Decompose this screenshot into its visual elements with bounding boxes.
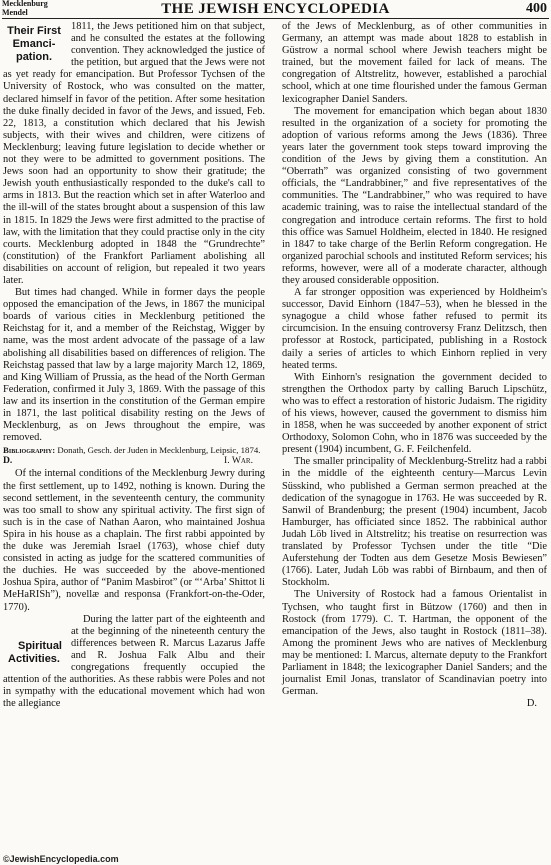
paragraph [3, 614, 265, 711]
running-head-line-1: Mecklenburg [2, 0, 48, 8]
left-column [3, 21, 265, 710]
sidenote-line: Their First [7, 25, 61, 37]
paragraph: The smaller principality of Mecklenburg-Strelitz had a rabbi in the middle of the eighteenth century—Marcus Levin Süsskind, who published a German sermon preached at the dedication of the synagogue in 1763. He was succeeded by R. Sanwil of Brandenburg; the present (1904) incumbent, Jacob Hamburger, has officiated since 1852. The rabbinical author Judah Löb lived in Altstrelitz; his treatise on resurrection was translated by Professor Tychsen under the title “Die Auferstehung der Todten aus dem Gesetze Mosis Bewiesen” (1766). Later, Judah Löb was rabbi of Birnbaum, and then of Stockholm. [282, 456, 547, 589]
page-header [0, 0, 551, 18]
paragraph: A far stronger opposition was experienced by Holdheim's successor, David Einhorn (1847–53), when he blessed in the synagogue a child whose father refused to permit its circumcision. In the ensuing controversy Franz Delitzsch, then professor at Rostock, participated, publishing in a Rostock daily a series of articles to which Einhorn replied in very heated terms. [282, 287, 547, 371]
bibliography-label: Bibliography: [3, 445, 56, 456]
running-head-line-2: Mendel [2, 7, 28, 17]
paragraph: of the Jews of Mecklenburg, as of other communities in Germany, an attempt was made about 1828 to establish in Güstrow a normal school where Jewish teachers might be trained, but the movement failed for lack of means. The congregation of Altstrelitz, however, established a parochial school, which at one time flourished under the famous German lexicographer Daniel Sanders. [282, 21, 547, 105]
sidenote-line: Spiritual [17, 639, 62, 652]
page-number: 400 [526, 1, 547, 16]
sidenote-first-emancipation [3, 25, 65, 64]
paragraph: But times had changed. While in former days the people opposed the emancipation of the Jews, in 1867 the municipal boards of various cities in Mecklenburg petitioned the Reichstag for it, and a member of the Reichstag, Wigger by name, was the most ardent advocate of the passage of a law abolishing all disabilities based on differences of religion. The Reichstag passed that law by a large majority March 12, 1869, and King William of Prussia, as the head of the North German Federation, confirmed it July 3, 1869. With the passage of this law and its insertion in the constitution of the German empire in 1871, the last political disability resting on the Jews of Mecklenburg, as on Jews throughout the empire, was removed. [3, 287, 265, 444]
signature-left: D. [3, 455, 13, 467]
paragraph-text: 1811, the Jews petitioned him on that subject, and he consulted the estates at the following convention. They acknowledged the justice of the petition, but argued that the Jews were not as yet ready for emancipation. But Professor Tychsen of the University of Rostock, who was consulted on the matter, declared himself in favor of the petition. After some hesitation the duke finally decided in favor of the Jews, and issued, Feb. 22, 1813, a constitution which declared that his Jewish subjects, with their wives and children, were citizens of Mecklenburg; leaving future legislation to decide whether or not they were to be admitted to government positions. The Jews soon had an opportunity to show their gratitude; the Jewish youth enthusiastically responded to the duke's call to arms in 1813. But the reaction which set in after Waterloo and the ill-will of the states brought about a suspension of this law in 1815. In 1829 the Jews were first admitted to the practise of law, with the limitation that they could practise only in the city courts. Mecklenburg adopted in 1848 the “Grundrechte” (constitution) of the Frankfort Parliament abolishing all disabilities on account of religion, but repealed it two years later. [3, 21, 265, 286]
signature-row [3, 455, 265, 468]
paragraph: The University of Rostock had a famous Orientalist in Tychsen, who taught first in Bützow (1760) and then in Rostock (from 1779). C. T. Hartman, the opponent of the emancipation of the Jews, also taught in Rostock (1811–38). Among the prominent Jews who are natives of Mecklenburg may be mentioned: I. Marcus, alternate deputy to the Frankfort Parliament in 1848; the lexicographer Daniel Sanders; and the journalist Emil Jonas, translator of Scandinavian poetry into German. [282, 589, 547, 698]
right-column [282, 21, 547, 710]
signature-right: I. War. [224, 455, 253, 467]
bibliography-text: Donath, Gesch. der Juden in Mecklenburg, Leipsic, 1874. [57, 445, 261, 456]
header-rule [2, 18, 549, 19]
bibliography [3, 445, 265, 455]
paragraph: The movement for emancipation which began about 1830 resulted in the organization of a society for promoting the adoption of various reforms among the Jews (1836). Three years later the government took steps toward improving the condition of the Jews by giving them a constitution. An “Oberrath” was organized consisting of two government officials, the “Landrabbiner,” and five representatives of the communities. The “Landrabbiner,” who was required to have academic training, was to raise the intellectual standard of the congregation and introduce certain reforms. The first to hold this office was Samuel Holdheim, elected in 1840. He resigned in 1847 to take charge of the Berlin Reform congregation. He organized parochial schools and instituted Reform services; his reforms, however, were all of a moderate character, although they aroused considerable opposition. [282, 105, 547, 286]
sidenote-line: Emanci- [12, 38, 56, 50]
paragraph [3, 21, 265, 287]
sidenote-spiritual-activities [3, 640, 65, 666]
paragraph: With Einhorn's resignation the government decided to strengthen the Orthodox party by calling Baruch Lipschütz, who was to effect a restoration of historic Judaism. The rigidity of his views, however, caused the government to dismiss him in 1858, when he was succeeded by another exponent of strict Orthodoxy, Solomon Cohn, who in 1876 was succeeded by the present (1904) incumbent, G. F. Feilchenfeld. [282, 371, 547, 456]
sidenote-line: pation. [15, 51, 53, 63]
site-watermark: ©JewishEncyclopedia.com [3, 854, 119, 864]
paragraph: Of the internal conditions of the Mecklenburg Jewry during the first settlement, up to 1492, nothing is known. During the second settlement, in the seventeenth century, the community was too small to show any spiritual activity. The first sign of such is in the case of Nathan Aaron, who maintained Joshua Spira in his house as a chaplain. The first rabbi appointed by the duke was Jeremiah Israel (1763), whose chief duty consisted in acting as judge for the scattered communities of the duchies. He was succeeded by the above-mentioned Joshua Spira, author of “Panim Masbirot” (or “‘Arba’ Shittot li MeHaRISh”), novellæ and responsa (Frankfort-on-the-Oder, 1770). [3, 468, 265, 613]
sidenote-line: Activities. [8, 652, 60, 665]
signature-right-column: D. [526, 698, 537, 710]
encyclopedia-title: THE JEWISH ENCYCLOPEDIA [161, 1, 390, 17]
paragraph-text: During the latter part of the eighteenth and at the beginning of the nineteenth century the differences between R. Marcus Lazarus Jaffe and R. Joshua Falk Albu and their congregations frequently occupied the attention of the authorities. As these rabbis were Poles and not in sympathy with the educational movement which had won the allegiance [3, 613, 265, 710]
